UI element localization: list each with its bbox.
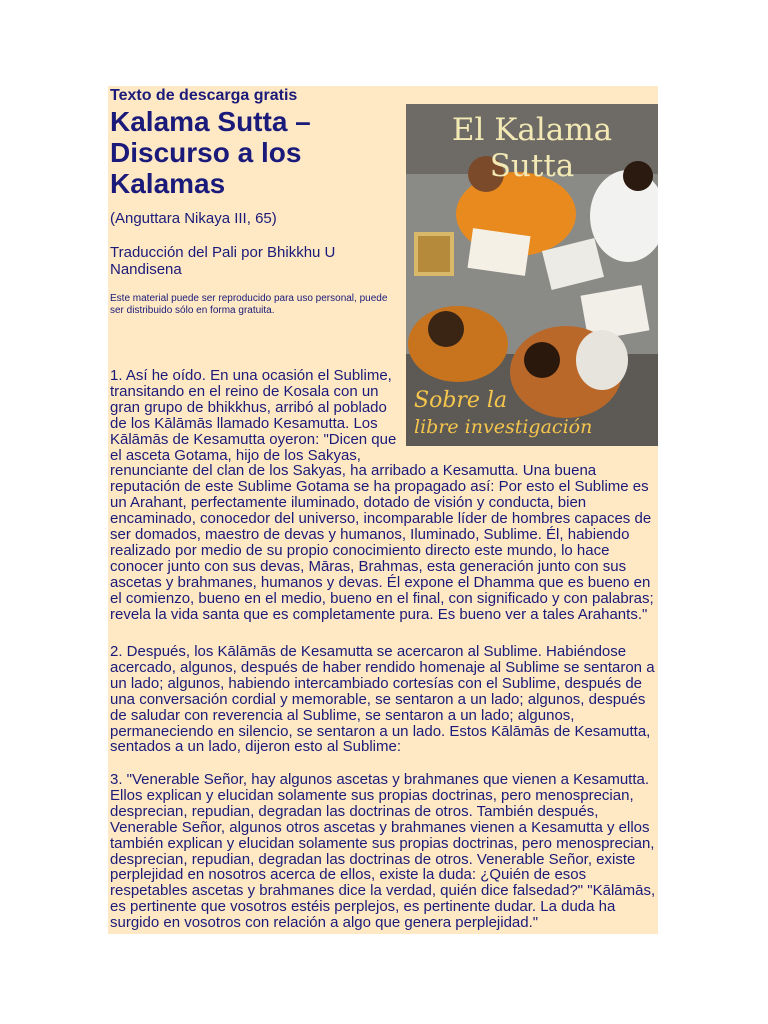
source-reference: (Anguttara Nikaya III, 65) (110, 210, 277, 227)
paragraph-3: 3. "Venerable Señor, hay algunos ascetas y brahmanes que vienen a Kesamutta. Ellos explican y elucidan solamente sus propias doctrinas, pero menosprecian, desprecian, repudian, degradan las doctrinas de otros. También después, Venerable Señor, algunos otros ascetas y brahmanes vienen a Kesamutta y ellos también explican y elucidan solamente sus propias doctrinas, pero menosprecian, desprecian, repudian, degradan las doctrinas de otros. Venerable Señor, existe perplejidad en nosotros acerca de ellos, existe la duda: ¿Quién de esos respetables ascetas y brahmanes dice la verdad, quién dice falsedad?" "Kālāmās, es pertinente que vosotros estéis perplejos, es pertinente dudar. La duda ha surgido en vosotros con relación a algo que genera perplejidad." (110, 771, 656, 932)
cover-image (406, 104, 658, 446)
cover-title: El Kalama Sutta (451, 112, 613, 184)
copyright-notice: Este material puede ser reproducido para uso personal, puede ser distribuido sólo en forma gratuita. (110, 293, 388, 316)
document-subtitle: Texto de descarga gratis (110, 87, 298, 104)
document-title: Kalama Sutta – Discurso a los Kalamas (110, 106, 311, 199)
paragraph-1-text: 1. Así he oído. En una ocasión el Sublime, transitando en el reino de Kosala con un gran grupo de bhikkhus, arribó al poblado de los Kālāmās llamado Kesamutta. Los Kālāmās de Kesamutta oyeron: "Dicen que el asceta Gotama, hijo de los Sakyas, renunciante del clan de los Sakyas, ha arribado a Kesamutta. Una buena reputación de este Sublime Gotama se ha propagado así: Por esto el Sublime es un Arahant, perfectamente iluminado, dotado de visión y conducta, bien encaminado, conocedor del universo, incomparable líder de hombres capaces de ser domados, maestro de devas y humanos, Iluminado, Sublime. Él, habiendo realizado por medio de su propio conocimiento directo este mundo, lo hace conocer junto con sus devas, Māras, Brahmas, esta generación junto con sus ascetas y brahmanes, humanos y devas. Él expone el Dhamma que es bueno en el comienzo, bueno en el medio, bueno en el final, con significado y con palabras; revela la vida santa que es completamente pura. Es bueno ver a tales Arahants." (110, 367, 654, 623)
cover-subtitle-line-1: Sobre la (414, 388, 508, 413)
paragraph-2: 2. Después, los Kālāmās de Kesamutta se acercaron al Sublime. Habiéndose acercado, algunos, después de haber rendido homenaje al Sublime se sentaron a un lado; algunos, habiendo intercambiado cortesías con el Sublime, después de una conversación cordial y memorable, se sentaron a un lado; algunos, después de saludar con reverencia al Sublime, se sentaron a un lado; algunos, permaneciendo en silencio, se sentaron a un lado. Estos Kālāmās de Kesamutta, sentados a un lado, dijeron esto al Sublime: (110, 643, 655, 756)
document-page (108, 86, 658, 934)
cover-subtitle-line-2: libre investigación (414, 416, 593, 438)
translator-credit: Traducción del Pali por Bhikkhu U Nandisena (110, 244, 336, 278)
